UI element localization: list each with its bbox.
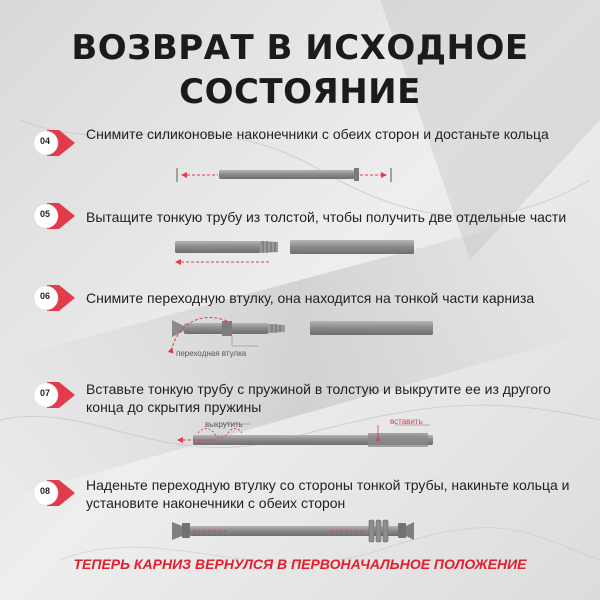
- page-title: [0, 26, 600, 114]
- step-number: 07: [39, 388, 50, 398]
- step-05-text: Вытащите тонкую трубу из толстой, чтобы получить две отдельные части: [86, 209, 567, 225]
- step-badge-08: [33, 478, 77, 508]
- title-line-1: ВОЗВРАТ В ИСХОДНОЕ: [71, 28, 529, 68]
- step-08-text: Наденьте переходную втулку со стороны тонкой трубы, накиньте кольца и установите наконечники с обеих сторон: [86, 477, 570, 511]
- step-number: 08: [39, 486, 50, 496]
- step-number: 06: [39, 291, 50, 301]
- step-04-text: Снимите силиконовые наконечники с обеих сторон и достаньте кольца: [86, 126, 549, 142]
- insert-label: вставить: [390, 417, 423, 426]
- step-07-text: Вставьте тонкую трубу с пружиной в толстую и выкрутите ее из другого конца до скрытия пружины: [86, 381, 551, 415]
- step-06-text: Снимите переходную втулку, она находится на тонкой части карниза: [86, 290, 535, 306]
- step-badge-05: [33, 201, 77, 231]
- unscrew-label: выкрутить: [205, 420, 243, 429]
- footer-message: ТЕПЕРЬ КАРНИЗ ВЕРНУЛСЯ В ПЕРВОНАЧАЛЬНОЕ ПОЛОЖЕНИЕ: [73, 556, 527, 572]
- step-badge-04: [33, 128, 77, 158]
- step-number: 04: [39, 136, 50, 146]
- step-badge-06: [33, 283, 77, 313]
- bushing-label: переходная втулка: [176, 349, 247, 358]
- title-line-2: СОСТОЯНИЕ: [179, 72, 421, 112]
- step-badge-07: [33, 380, 77, 410]
- step-number: 05: [39, 209, 50, 219]
